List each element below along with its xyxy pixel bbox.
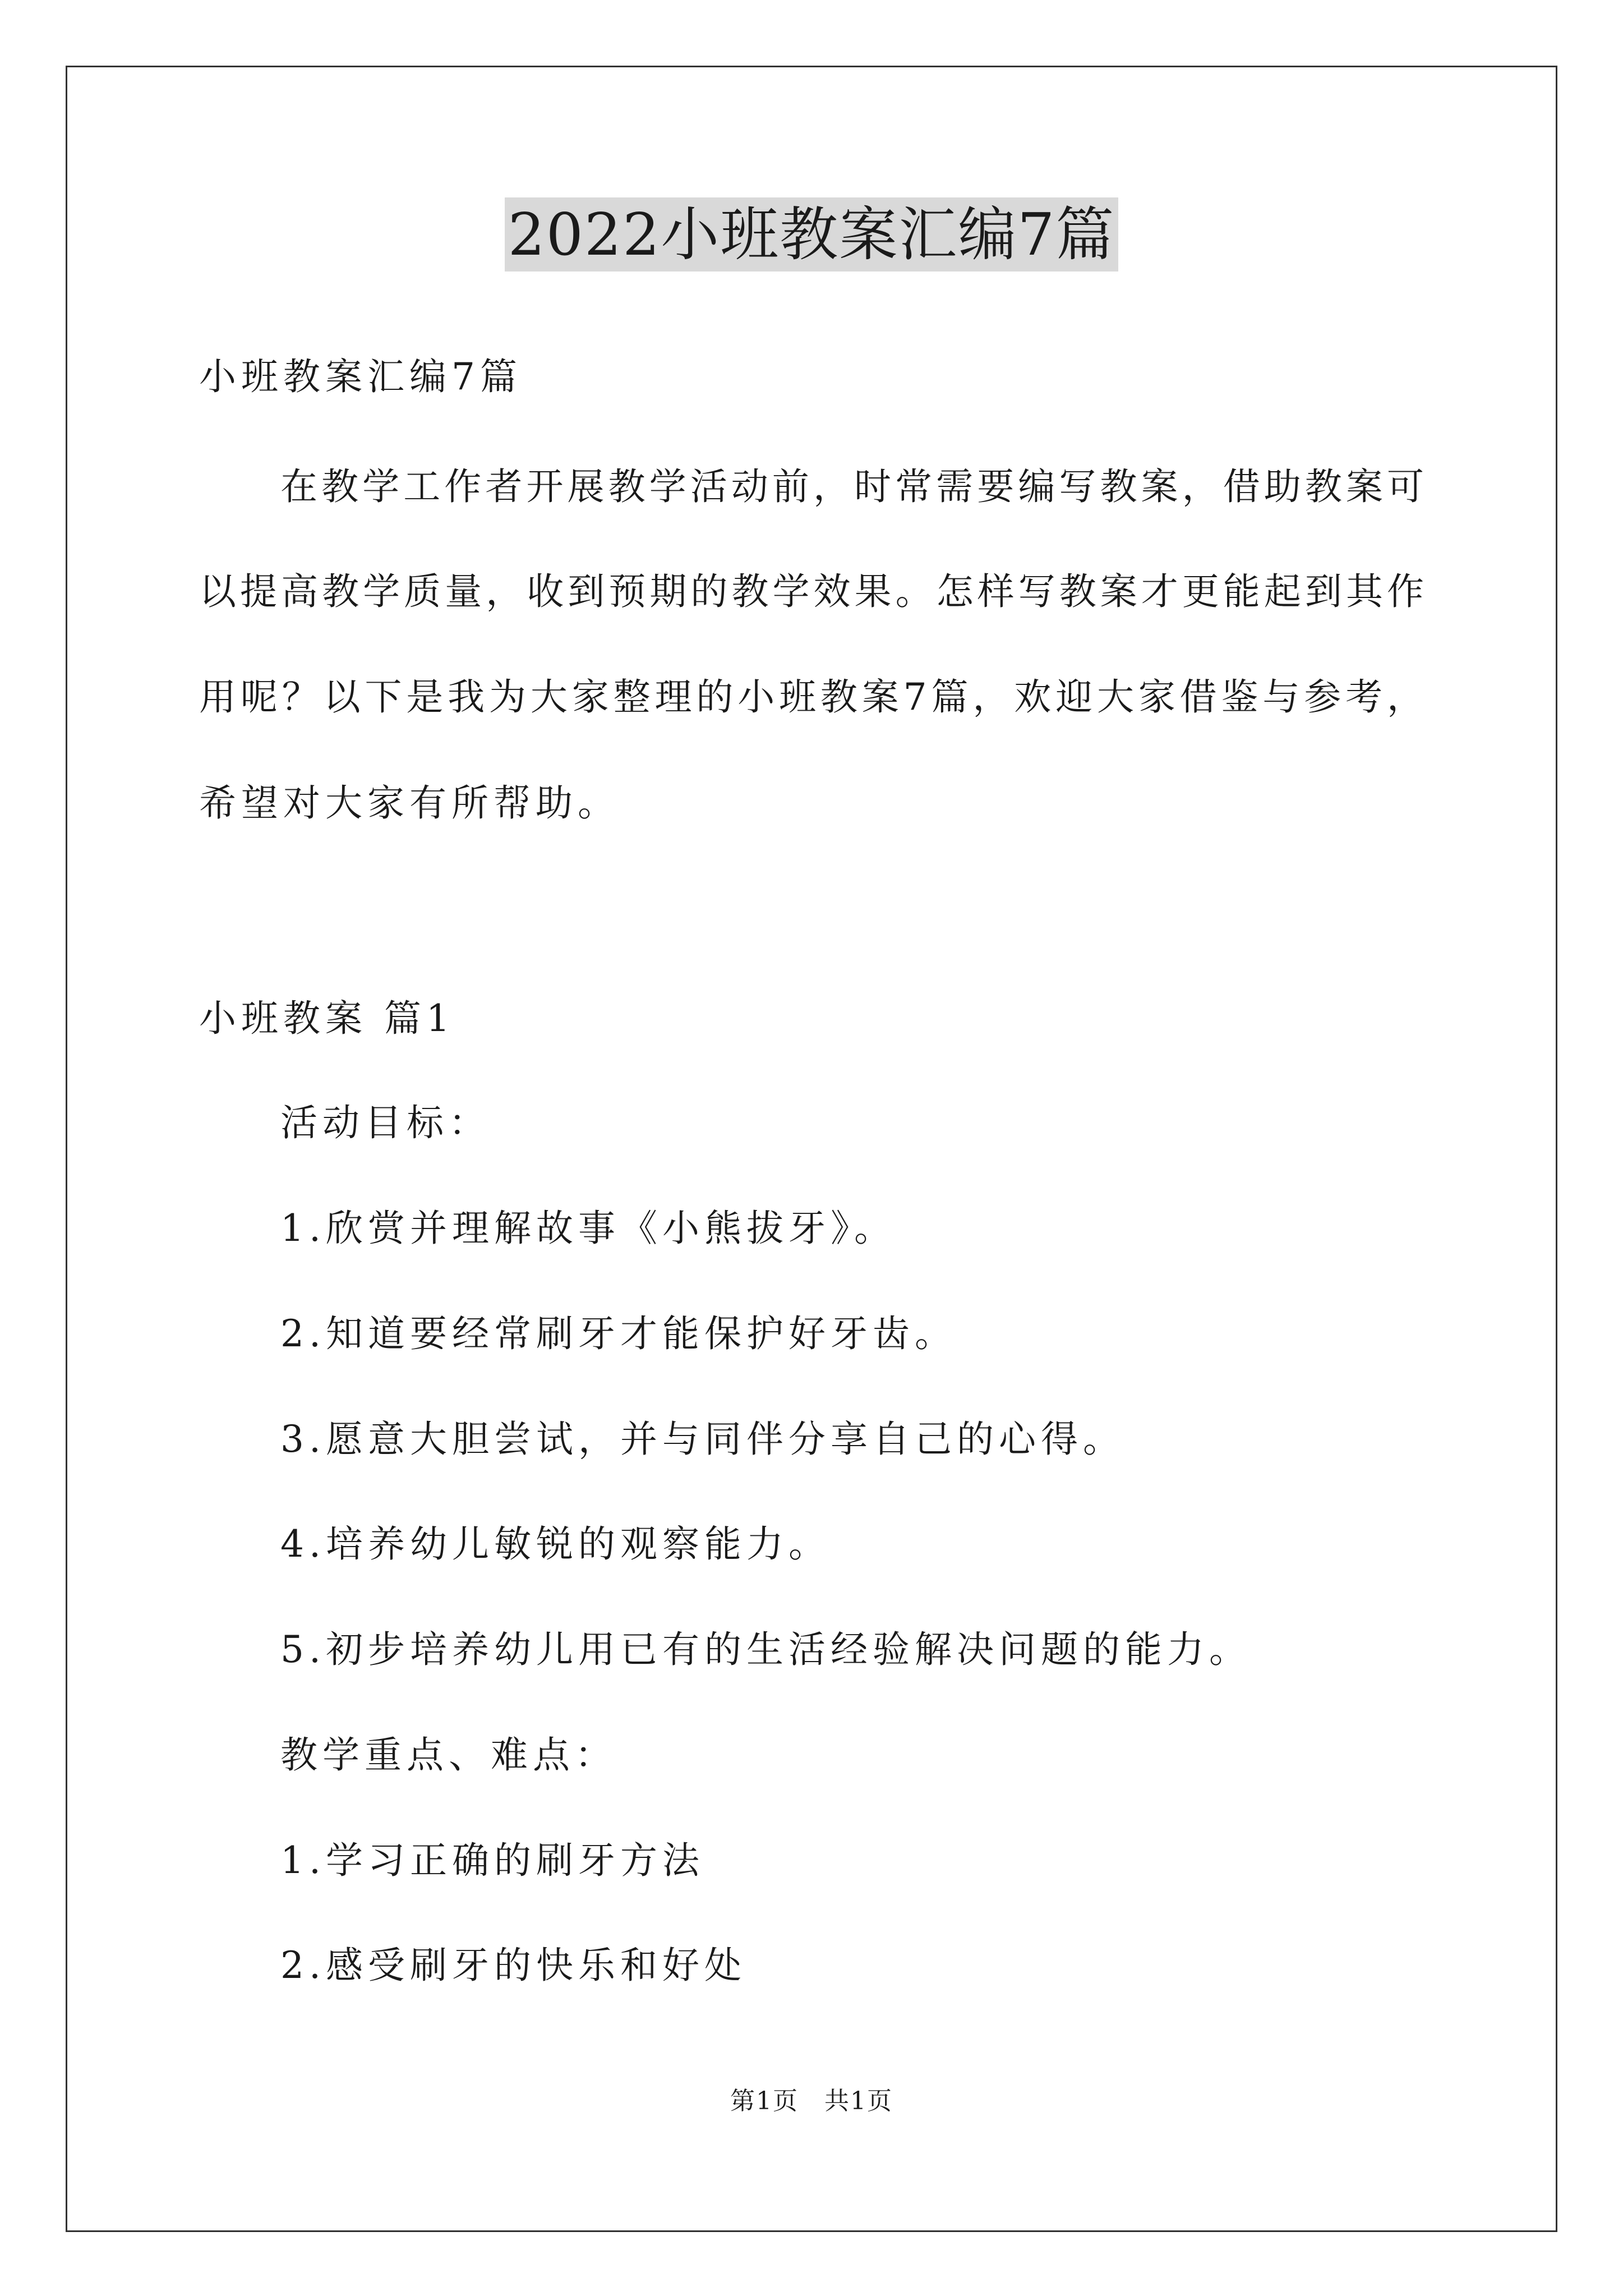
goal-item-4: 4.培养幼儿敏锐的观察能力。 <box>280 1522 831 1566</box>
page-footer: 第1页 共1页 <box>730 2087 893 2115</box>
intro-line-2: 以提高教学质量，收到预期的教学效果。怎样写教案才更能起到其作 <box>199 570 1427 613</box>
key-point-item-2: 2.感受刷牙的快乐和好处 <box>280 1944 746 1987</box>
intro-line-1: 在教学工作者开展教学活动前，时常需要编写教案，借助教案可 <box>280 465 1427 508</box>
goal-item-1: 1.欣赏并理解故事《小熊拔牙》。 <box>280 1207 896 1250</box>
section-heading: 小班教案 篇1 <box>199 997 455 1040</box>
intro-line-3: 用呢？以下是我为大家整理的小班教案7篇，欢迎大家借鉴与参考， <box>199 675 1427 719</box>
key-points-heading: 教学重点、难点： <box>280 1733 617 1777</box>
document-title: 2022小班教案汇编7篇 <box>505 197 1119 272</box>
key-point-item-1: 1.学习正确的刷牙方法 <box>280 1839 704 1882</box>
goals-heading: 活动目标： <box>280 1101 491 1144</box>
goal-item-3: 3.愿意大胆尝试，并与同伴分享自己的心得。 <box>280 1418 1125 1461</box>
title-container <box>0 197 1623 272</box>
goal-item-5: 5.初步培养幼儿用已有的生活经验解决问题的能力。 <box>280 1628 1251 1671</box>
intro-line-4: 希望对大家有所帮助。 <box>199 781 620 825</box>
goal-item-2: 2.知道要经常刷牙才能保护好牙齿。 <box>280 1312 957 1355</box>
document-subtitle: 小班教案汇编7篇 <box>199 355 522 398</box>
